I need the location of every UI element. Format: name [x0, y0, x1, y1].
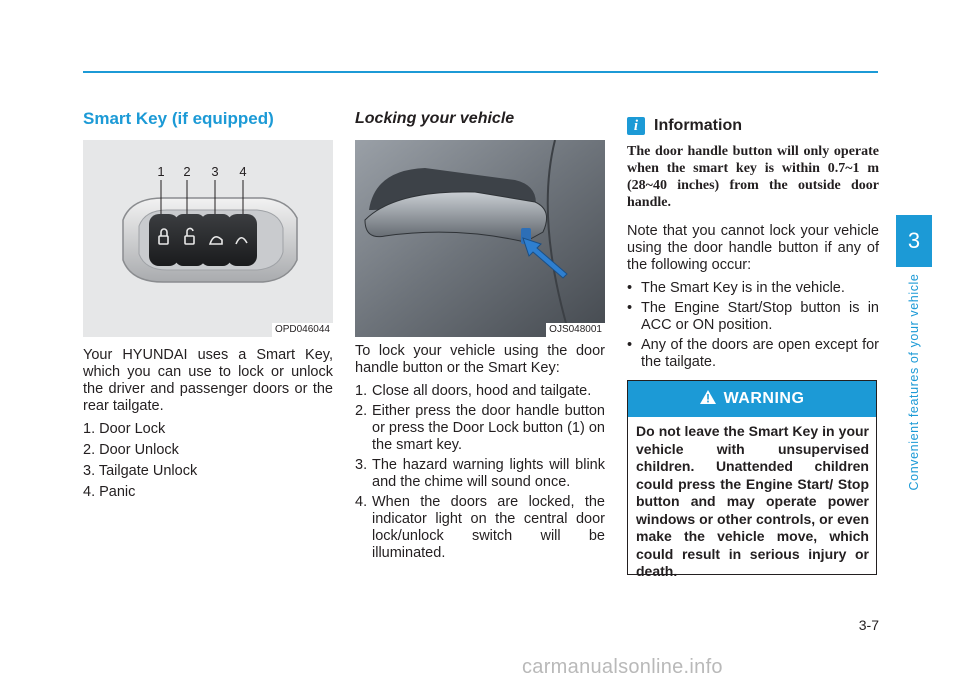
smart-key-text [83, 347, 333, 505]
information-intro: Note that you cannot lock your vehicle using the door handle button if any of the following occur: [627, 223, 879, 273]
list-item [355, 457, 605, 491]
step-number: 4. [355, 494, 368, 510]
list-item: 2. Door Unlock [83, 442, 179, 458]
info-icon: i [627, 117, 645, 135]
step-text: The hazard warning lights will blink and the chime will sound once. [372, 457, 605, 490]
warning-label: WARNING [723, 390, 805, 407]
list-item [627, 337, 879, 371]
key-button-label: 3 [211, 164, 219, 179]
list-item: 4. Panic [83, 484, 136, 500]
smart-key-intro: Your HYUNDAI uses a Smart Key, which you can use to lock or unlock the driver and passenger doors or the rear tailgate. [83, 347, 333, 414]
door-handle-illustration [355, 140, 605, 337]
smart-key-illustration [83, 140, 333, 337]
list-item [627, 300, 879, 334]
list-item [355, 494, 605, 562]
bullet-icon: • [627, 280, 633, 296]
bullet-icon: • [627, 300, 633, 316]
door-handle-figure [355, 140, 605, 337]
list-item: 3. Tailgate Unlock [83, 463, 198, 479]
step-text: When the doors are locked, the indicator light on the central door lock/unlock switch will be illuminated. [372, 494, 605, 561]
bullet-icon: • [627, 337, 633, 353]
step-number: 1. [355, 383, 368, 399]
key-button-label: 2 [183, 164, 191, 179]
step-text: Close all doors, hood and tailgate. [372, 383, 592, 399]
figure-caption: OPD046044 [272, 323, 333, 337]
step-text: Either press the door handle button or press the Door Lock button (1) on the smart key. [372, 403, 605, 453]
top-rule [83, 71, 878, 73]
list-item [355, 403, 605, 454]
section-title: Smart Key (if equipped) [83, 109, 274, 128]
watermark[interactable]: carmanualsonline.info [522, 656, 723, 678]
bullet-text: Any of the doors are open except for the tailgate. [641, 337, 879, 370]
warning-header [628, 381, 876, 417]
chapter-title: Convenient features of your vehicle [907, 273, 921, 491]
information-header [627, 114, 879, 138]
chapter-tab: 3 [896, 215, 932, 267]
list-item: 1. Door Lock [83, 421, 166, 437]
information-note: The door handle button will only operate when the smart key is within 0.7~1 m (28~40 inches) from the outside door handle. [627, 144, 879, 210]
smart-key-column [83, 108, 333, 130]
bullet-text: The Engine Start/Stop button is in ACC or ON position. [641, 300, 879, 333]
key-button-label: 4 [239, 164, 247, 179]
list-item [627, 280, 879, 297]
step-number: 2. [355, 403, 368, 419]
warning-text: Do not leave the Smart Key in your vehicle with unsupervised children. Unattended children could press the Engine Start/ Stop button and may operate power windows or other controls, or even make the vehicle move, which could result in serious injury or death. [636, 423, 869, 579]
locking-column [355, 108, 605, 130]
step-number: 3. [355, 457, 368, 473]
information-title: Information [654, 117, 742, 134]
bullet-text: The Smart Key is in the vehicle. [641, 280, 845, 296]
figure-caption: OJS048001 [546, 323, 605, 337]
locking-steps [355, 383, 605, 562]
smart-key-figure [83, 140, 333, 337]
page-number: 3-7 [858, 617, 879, 633]
locking-intro: To lock your vehicle using the door handle button or the Smart Key: [355, 343, 605, 376]
list-item [355, 383, 605, 400]
key-button-label: 1 [157, 164, 165, 179]
information-text [627, 223, 879, 374]
locking-title: Locking your vehicle [355, 110, 515, 127]
warning-box [627, 380, 877, 579]
locking-text [355, 343, 605, 565]
warning-triangle-icon [700, 390, 716, 409]
condition-list [627, 280, 879, 371]
